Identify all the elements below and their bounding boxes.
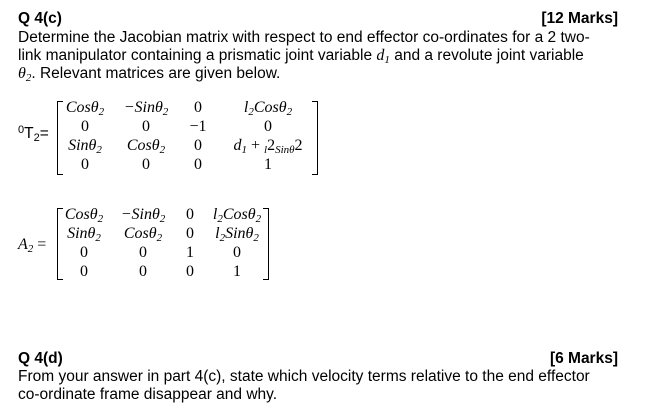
matrix-cell: 0 (80, 244, 88, 261)
matrix-cell: 0 (186, 206, 194, 223)
matrix-cell: 1 (186, 244, 194, 261)
matrix-0T2-right-bracket (312, 101, 318, 175)
question-4c-heading: Q 4(c) (18, 10, 62, 27)
question-4d-line-1: From your answer in part 4(c), state which velocity terms relative to the end effector (18, 368, 590, 385)
matrix-cell: Sinθ$_2$ (67, 225, 101, 244)
matrix-cell: 0 (194, 156, 202, 173)
matrix-cell: 0 (142, 156, 150, 173)
matrix-cell: 0 (194, 99, 202, 116)
matrix-cell: $l_2Cos\theta_2$ (212, 206, 262, 225)
matrix-A2-right-bracket (263, 208, 269, 280)
matrix-cell: 0 (264, 118, 272, 135)
matrix-cell: 0 (186, 225, 194, 242)
question-4c-marks: [12 Marks] (541, 10, 618, 27)
matrix-A2-left-bracket (57, 208, 63, 280)
question-4c-line-1: Determine the Jacobian matrix with respect to end effector co-ordinates for a 2 two- (18, 29, 590, 46)
matrix-cell: $l_2Sin\theta_2$ (215, 225, 259, 244)
matrix-cell: $d_1 + _l2_{Sin\theta}2$ (233, 137, 303, 156)
matrix-cell: 0 (186, 263, 194, 280)
question-4d-marks: [6 Marks] (549, 350, 618, 367)
matrix-A2-label: $A_2$ = (18, 236, 47, 255)
matrix-cell: 0 (142, 118, 150, 135)
matrix-0T2-left-bracket (57, 101, 63, 175)
question-4d-line-2: co-ordinate frame disappear and why. (18, 386, 278, 403)
matrix-cell: 0 (81, 156, 89, 173)
matrix-cell: 0 (139, 263, 147, 280)
matrix-cell: Cosθ$_2$ (123, 225, 163, 244)
question-4c-line-3: $\theta_2$. Relevant matrices are given below. (18, 65, 281, 84)
matrix-cell: Cosθ$_2$ (64, 206, 104, 225)
matrix-cell: 0 (233, 244, 241, 261)
matrix-cell: −Sinθ$_2$ (120, 206, 166, 225)
matrix-cell: Sinθ$_2$ (68, 137, 102, 156)
matrix-0T2-label: $^0T_2=$ (18, 124, 49, 144)
question-4d-heading: Q 4(d) (18, 350, 63, 367)
var-d1: $d_1$ (376, 47, 390, 66)
matrix-cell: $l_2Cos\theta_2$ (243, 99, 293, 118)
question-4c-line-2: link manipulator containing a prismatic joint variable $d_1$ and a revolute joint variable (18, 47, 584, 66)
matrix-cell: 1 (264, 156, 272, 173)
matrix-cell: Cosθ$_2$ (65, 99, 105, 118)
matrix-cell: −Sinθ$_2$ (123, 99, 169, 118)
matrix-cell: 0 (194, 137, 202, 154)
matrix-cell: 1 (233, 263, 241, 280)
matrix-cell: 0 (139, 244, 147, 261)
matrix-cell: Cosθ$_2$ (126, 137, 166, 156)
matrix-cell: 0 (81, 118, 89, 135)
matrix-cell: −1 (189, 118, 207, 135)
matrix-cell: 0 (80, 263, 88, 280)
var-theta2: $\theta_2$ (18, 65, 32, 84)
